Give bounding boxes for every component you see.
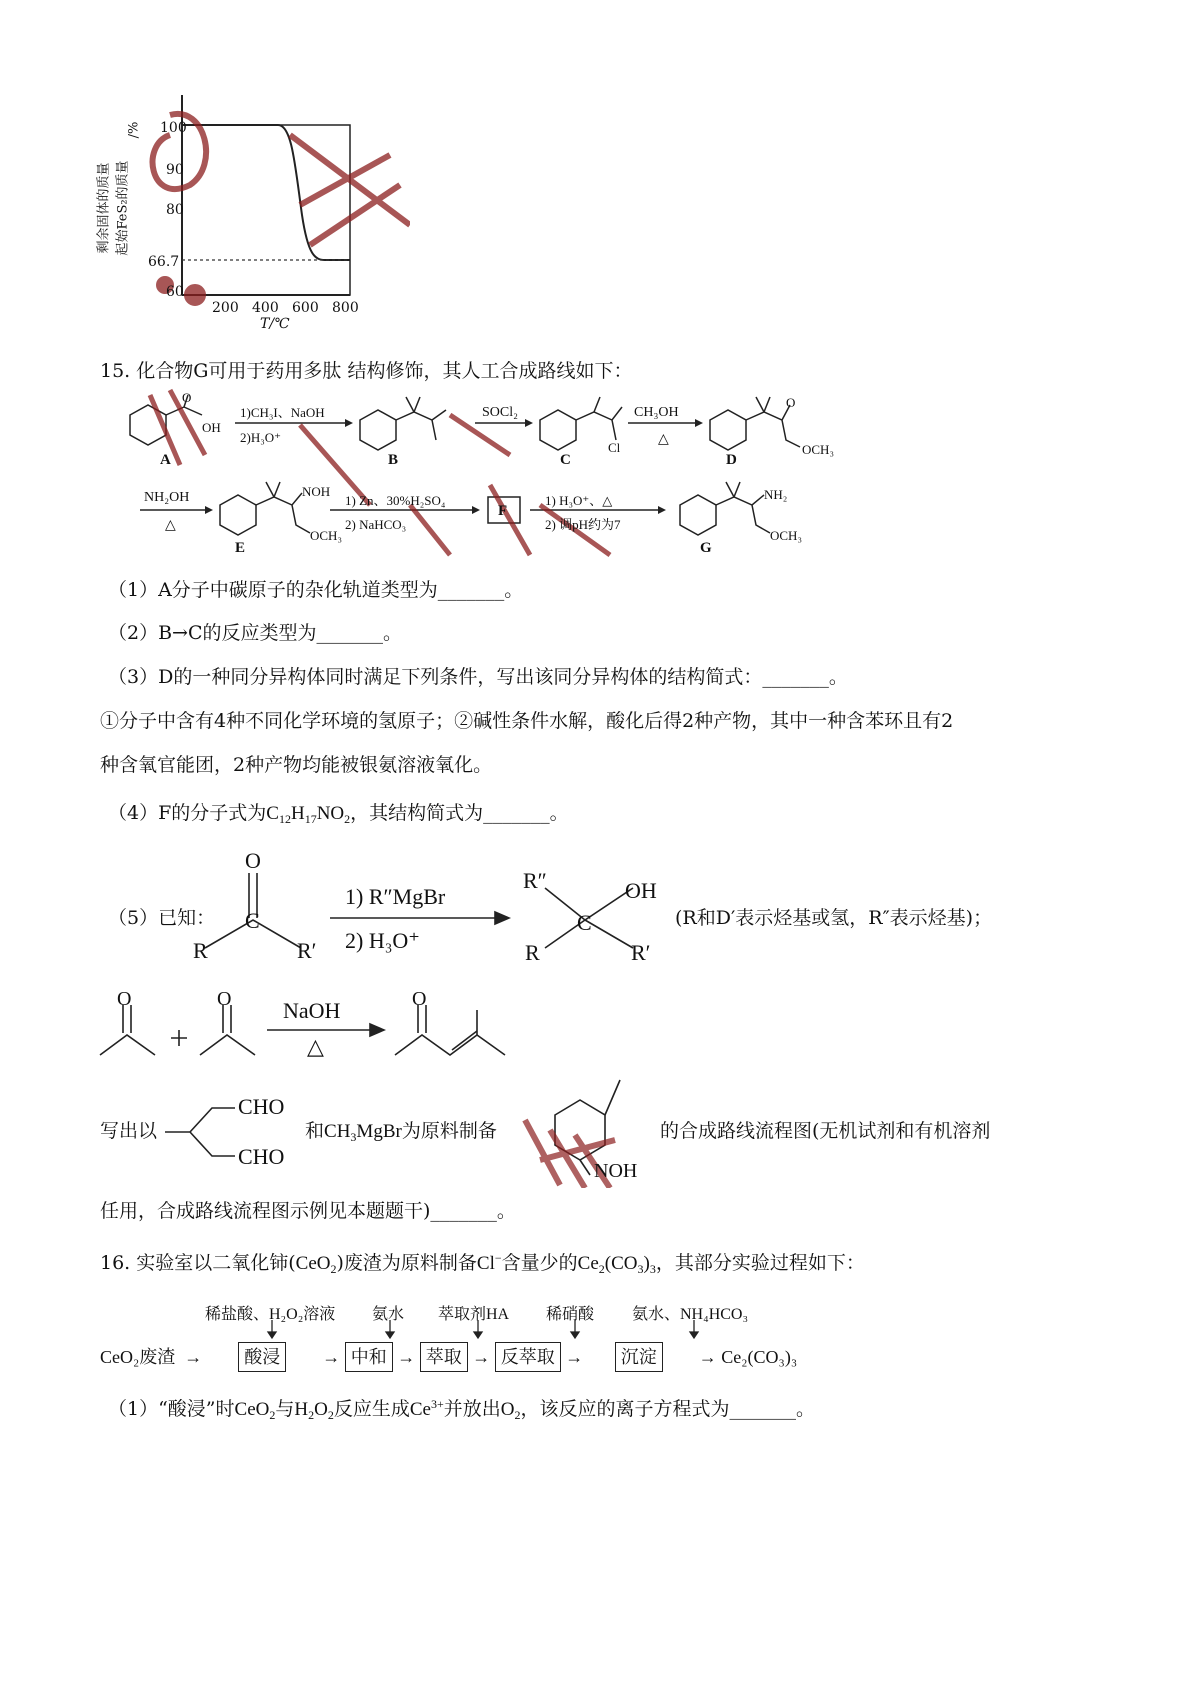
q16-title bbox=[100, 1250, 865, 1277]
ch3mgbr-formula: $CH_3MgBr$ bbox=[324, 1121, 402, 1144]
atom-a-oh: OH bbox=[202, 420, 221, 435]
known-reagent-bottom: 2) H₃O⁺ bbox=[345, 928, 420, 953]
flow-step-3: 萃取 bbox=[420, 1342, 468, 1372]
tg-graph bbox=[96, 95, 410, 335]
q15-p5-write-b: 和 bbox=[305, 1120, 325, 1142]
flow-arrow-1: → bbox=[179, 1347, 234, 1367]
known-o: O bbox=[245, 848, 261, 873]
known-r-double-prime: R″ bbox=[523, 868, 547, 893]
tg-ylabel-line2: 起始FeS₂的质量 bbox=[115, 160, 131, 256]
dialdehyde-structure bbox=[160, 1088, 305, 1178]
tg-xtick-200: 200 bbox=[212, 300, 239, 316]
q15-p2: （2）B→C的反应类型为_______。 bbox=[108, 622, 403, 644]
q15-title: 15. 化合物G可用于药用多肽 结构修饰，其人工合成路线如下： bbox=[100, 360, 633, 382]
label-g: G bbox=[700, 540, 712, 556]
tg-xtick-400: 400 bbox=[252, 300, 279, 316]
q16-flowchart bbox=[100, 1300, 880, 1380]
label-c: C bbox=[560, 452, 571, 468]
flow-reagent-1: 稀盐酸、H₂O₂溶液 bbox=[205, 1306, 336, 1323]
q15-p5-write-e: 任用，合成路线流程图示例见本题题干)_______。 bbox=[100, 1200, 516, 1222]
q15-p5-note: (R和D′表示烃基或氢，R″表示烃基)； bbox=[675, 907, 993, 929]
tg-ylabel bbox=[96, 121, 154, 285]
oxime-svg bbox=[520, 1070, 660, 1188]
q16-title-d: ，其部分实验过程如下： bbox=[655, 1252, 865, 1274]
label-f: F bbox=[498, 503, 508, 519]
flow-arrow-4: → bbox=[472, 1347, 491, 1367]
label-b: B bbox=[388, 452, 399, 468]
tg-ytick-80: 80 bbox=[166, 202, 184, 218]
p1-ce3: $Ce^{3+}$ bbox=[409, 1397, 444, 1420]
known-c-left: C bbox=[245, 908, 260, 933]
label-d: D bbox=[726, 452, 737, 468]
known-r-prime: R′ bbox=[297, 938, 317, 963]
atom-g-och3: OCH₃ bbox=[770, 528, 802, 543]
q16-p1-d: 并放出 bbox=[443, 1398, 501, 1420]
q16-title-a: 16. 实验室以二氧化铈( bbox=[100, 1252, 296, 1274]
mol-b bbox=[360, 397, 446, 450]
mol-g bbox=[680, 482, 770, 535]
atom-d-och3: OCH₃ bbox=[802, 442, 834, 457]
flow-line bbox=[100, 1342, 797, 1372]
known-r-right: R bbox=[525, 940, 540, 965]
atom-c-cl: Cl bbox=[608, 440, 621, 455]
tg-xtick-800: 800 bbox=[332, 300, 359, 316]
atom-e-och3: OCH₃ bbox=[310, 528, 342, 543]
q15-p5-write-a: 写出以 bbox=[100, 1120, 158, 1142]
tg-ytick-90: 90 bbox=[166, 162, 184, 178]
flow-arrow-3: → bbox=[397, 1347, 416, 1367]
p1-ceo2: CeO$_2$ bbox=[234, 1399, 276, 1422]
q15-p4 bbox=[108, 800, 569, 827]
cl-ion: Cl− bbox=[476, 1251, 502, 1274]
flow-step-5: 沉淀 bbox=[615, 1342, 663, 1372]
flow-reagent-4: 稀硝酸 bbox=[546, 1306, 595, 1323]
known-r-left: R bbox=[193, 938, 208, 963]
q16-p1-a: （1）“酸浸”时 bbox=[108, 1398, 235, 1420]
scheme-step4-bottom: △ bbox=[165, 518, 176, 533]
q16-p1-e: ，该反应的离子方程式为_______。 bbox=[520, 1398, 815, 1420]
known-r-prime-right: R′ bbox=[631, 940, 651, 965]
flow-reagent-3: 萃取剂HA bbox=[438, 1306, 510, 1323]
atom-d-o: O bbox=[786, 395, 796, 410]
q16-title-b: )废渣为原料制备 bbox=[336, 1252, 477, 1274]
tg-ylabel-unit: /% bbox=[126, 121, 142, 139]
aldol-o3: O bbox=[412, 988, 427, 1010]
flow-step-2: 中和 bbox=[345, 1342, 393, 1372]
known-reaction-1 bbox=[185, 848, 675, 978]
scheme-step3-bottom: △ bbox=[658, 432, 669, 447]
known-reagent-top: 1) R″MgBr bbox=[345, 884, 446, 909]
mol-e bbox=[220, 482, 310, 535]
cho-bottom: CHO bbox=[238, 1144, 285, 1169]
q15-p3-cond2: 种含氧官能团，2种产物均能被银氨溶液氧化。 bbox=[100, 754, 493, 776]
q15-p4-a: （4）F的分子式为 bbox=[108, 802, 267, 824]
known-oh: OH bbox=[625, 878, 657, 903]
tg-ytick-60: 60 bbox=[166, 284, 184, 300]
scheme-step5-top: 1) Zn、30%H₂SO₄ bbox=[345, 493, 446, 508]
q16-p1 bbox=[108, 1396, 815, 1423]
ceo2-formula: CeO$_2$ bbox=[295, 1253, 337, 1276]
known-c-right: C bbox=[577, 910, 592, 935]
q15-p3: （3）D的一种同分异构体同时满足下列条件，写出该同分异构体的结构简式：_______。 bbox=[108, 666, 848, 688]
label-a: A bbox=[160, 452, 171, 468]
q15-p1: （1）A分子中碳原子的杂化轨道类型为_______。 bbox=[108, 579, 524, 601]
flow-end: Ce₂(CO₃)₃ bbox=[721, 1347, 798, 1367]
oxime-noh: NOH bbox=[594, 1160, 638, 1182]
label-e: E bbox=[235, 540, 246, 556]
flow-step-1: 酸浸 bbox=[238, 1342, 286, 1372]
scheme-step3-top: CH₃OH bbox=[634, 405, 679, 420]
scheme-step4-top: NH₂OH bbox=[144, 490, 190, 505]
known-reaction-2 bbox=[95, 990, 515, 1065]
p1-o2: $O_2$ bbox=[500, 1399, 521, 1422]
flow-arrow-6: → bbox=[667, 1347, 717, 1367]
aldol-delta: △ bbox=[307, 1034, 324, 1059]
atom-a-o: O bbox=[182, 390, 192, 405]
aldol-o2: O bbox=[217, 988, 232, 1010]
q16-p1-c: 反应生成 bbox=[333, 1398, 410, 1420]
cho-top: CHO bbox=[238, 1094, 285, 1119]
scheme-step1-bottom: 2)H₃O⁺ bbox=[240, 430, 281, 445]
q15-p5-write-c: 为原料制备 bbox=[401, 1120, 497, 1142]
q16-p1-b: 与 bbox=[275, 1398, 295, 1420]
tg-xtick-600: 600 bbox=[292, 300, 319, 316]
scheme-svg bbox=[110, 385, 850, 565]
q15-scheme bbox=[110, 385, 850, 565]
aldol-naoh: NaOH bbox=[283, 998, 341, 1023]
aldol-o1: O bbox=[117, 988, 132, 1010]
target-oxime-structure bbox=[520, 1070, 660, 1188]
scheme-step6-bottom: 2) 调pH约为7 bbox=[545, 517, 621, 532]
flow-start: CeO₂废渣 bbox=[100, 1347, 176, 1367]
q15-p3-cond1: ①分子中含有4种不同化学环境的氢原子；②碱性条件水解，酸化后得2种产物，其中一种含苯环且有2 bbox=[100, 710, 954, 732]
q15-p5-write-bc bbox=[305, 1118, 497, 1145]
atom-g-nh2: NH₂ bbox=[764, 487, 788, 502]
flow-reagent-2: 氨水 bbox=[372, 1306, 405, 1323]
atom-e-noh: NOH bbox=[302, 484, 331, 499]
q16-title-c: 含量少的 bbox=[501, 1252, 578, 1274]
p1-h2o2: $H_2O_2$ bbox=[294, 1399, 334, 1422]
f-formula: $C_{12}H_{17}NO_2$ bbox=[266, 803, 351, 826]
tg-ytick-66.7: 66.7 bbox=[148, 254, 180, 270]
flow-arrow-2: → bbox=[290, 1347, 341, 1367]
scheme-step1-top: 1)CH₃I、NaOH bbox=[240, 405, 325, 420]
scheme-step6-top: 1) H₃O⁺、△ bbox=[545, 493, 613, 508]
q15-p5-write-d: 的合成路线流程图(无机试剂和有机溶剂 bbox=[660, 1120, 991, 1142]
ce2co3-formula: $Ce_2(CO_3)_3$ bbox=[577, 1253, 656, 1276]
tg-ylabel-line1: 剩余固体的质量 bbox=[96, 162, 112, 254]
q15-p4-b: ，其结构简式为_______。 bbox=[350, 802, 569, 824]
flow-step-4: 反萃取 bbox=[495, 1342, 561, 1372]
tg-ytick-100: 100 bbox=[160, 120, 187, 136]
flow-reagent-5: 氨水、NH₄HCO₃ bbox=[632, 1306, 749, 1323]
scheme-step2-top: SOCl₂ bbox=[482, 405, 519, 420]
scheme-step5-bottom: 2) NaHCO₃ bbox=[345, 517, 407, 532]
tg-xlabel: T/℃ bbox=[260, 316, 290, 332]
flow-arrow-5: → bbox=[565, 1347, 611, 1367]
q15-p5-label: （5）已知： bbox=[108, 907, 216, 929]
